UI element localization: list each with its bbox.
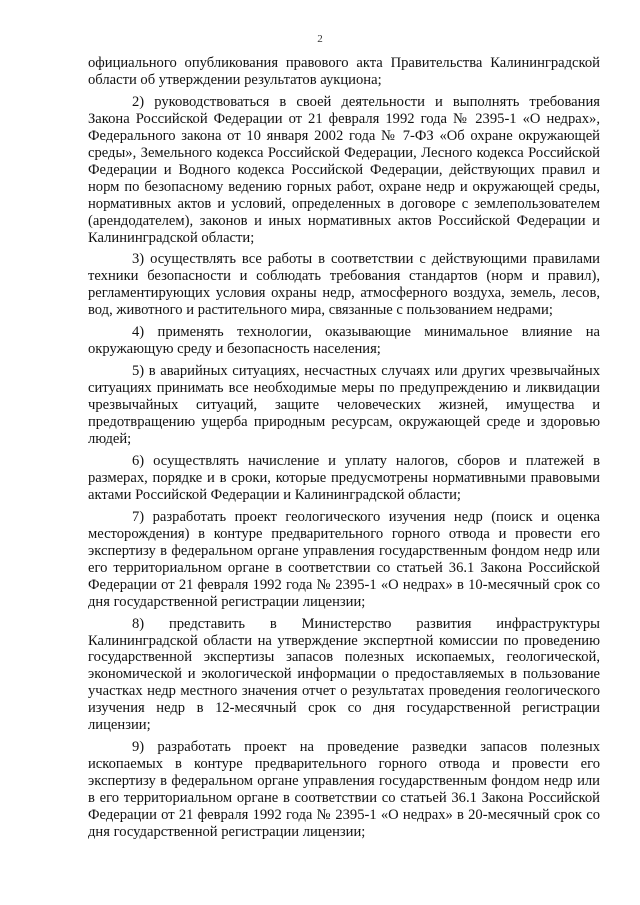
paragraph-item-6: 6) осуществлять начисление и уплату налогов, сборов и платежей в размерах, порядке и в сроки, которые предусмотрены нормативными правовыми актами Российской Федерации и Калининградской области; [88, 452, 600, 503]
page-number: 2 [317, 33, 323, 45]
paragraph-item-4: 4) применять технологии, оказывающие минимальное влияние на окружающую среду и безопасность населения; [88, 324, 600, 358]
paragraph-item-3: 3) осуществлять все работы в соответствии с действующими правилами техники безопасности и соблюдать требования стандартов (норм и правил), регламентирующих условия охраны недр, атмосферного воздуха, земель, лесов, вод, животного и растительного мира, связанные с пользованием недрами; [88, 251, 600, 319]
paragraph-item-2: 2) руководствоваться в своей деятельности и выполнять требования Закона Российской Федерации от 21 февраля 1992 года № 2395-1 «О недрах», Федерального закона от 10 января 2002 года № 7-ФЗ «Об охране окружающей среды», Земельного кодекса Российской Федерации, Лесного кодекса Российской Федерации и Водного кодекса Российской Федерации, действующих правил и норм по безопасному ведению горных работ, охране недр и окружающей среды, нормативных актов и условий, определенных в договоре с землепользователем (арендодателем), законов и иных нормативных актов Российской Федерации и Калининградской области; [88, 93, 600, 246]
paragraph-item-5: 5) в аварийных ситуациях, несчастных случаях или других чрезвычайных ситуациях принимать все необходимые меры по предупреждению и ликвидации чрезвычайных ситуаций, защите человеческих жизней, имущества и предотвращению ущерба природным ресурсам, окружающей среде и здоровью людей; [88, 363, 600, 448]
paragraph-item-7: 7) разработать проект геологического изучения недр (поиск и оценка месторождения) в контуре предварительного горного отвода и провести его экспертизу в федеральном органе управления государственным фондом недр или его территориальном органе в соответствии со статьей 36.1 Закона Российской Федерации от 21 февраля 1992 года № 2395-1 «О недрах» в 10-месячный срок со дня государственной регистрации лицензии; [88, 508, 600, 610]
paragraph-item-8: 8) представить в Министерство развития инфраструктуры Калининградской области на утверждение экспертной комиссии по проведению государственной экспертизы запасов полезных ископаемых, геологической, экономической и экологической информации о предоставляемых в пользование участках недр местного значения отчет о результатах проведения геологического изучения недр в 12-месячный срок со дня государственной регистрации лицензии; [88, 615, 600, 734]
paragraph-item-9: 9) разработать проект на проведение разведки запасов полезных ископаемых в контуре предварительного горного отвода и провести его экспертизу в федеральном органе управления государственным фондом недр или в его территориальном органе в соответствии со статьей 36.1 Закона Российской Федерации от 21 февраля 1992 года № 2395-1 «О недрах» в 20-месячный срок со дня государственной регистрации лицензии; [88, 739, 600, 840]
document-body [88, 55, 600, 846]
paragraph-continuation: официального опубликования правового акта Правительства Калининградской области об утверждении результатов аукциона; [88, 55, 600, 88]
